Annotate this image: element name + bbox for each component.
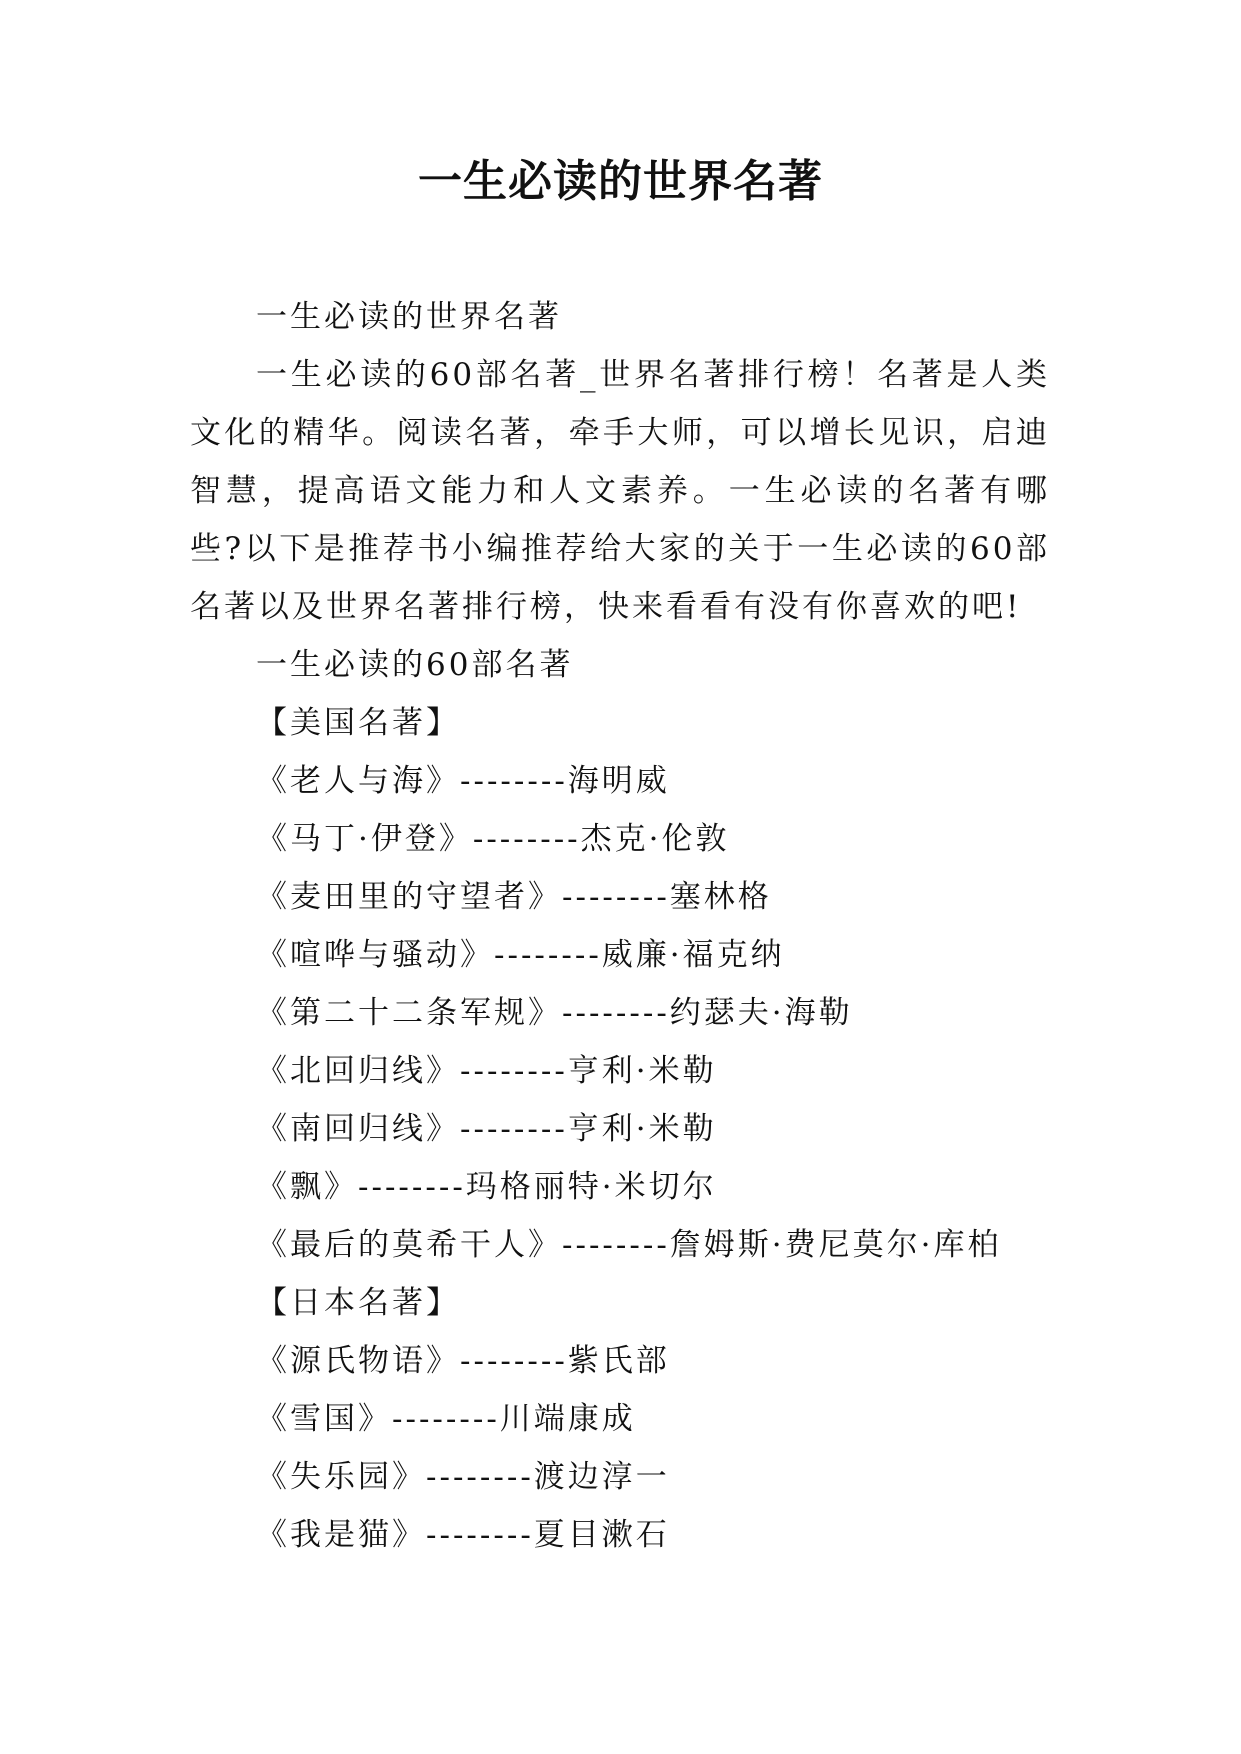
book-list-item: 《飘》--------玛格丽特·米切尔	[256, 1169, 717, 1205]
book-list-item: 《麦田里的守望者》--------塞林格	[256, 879, 772, 915]
book-list-item: 《马丁·伊登》--------杰克·伦敦	[256, 821, 730, 857]
book-list-item: 《老人与海》--------海明威	[256, 763, 670, 799]
book-list-item: 《第二十二条军规》--------约瑟夫·海勒	[256, 995, 853, 1031]
intro-paragraph: 一生必读的60部名著_世界名著排行榜！名著是人类文化的精华。阅读名著，牵手大师，可以增长见识，启迪智慧，提高语文能力和人文素养。一生必读的名著有哪些?以下是推荐书小编推荐给大家的关于一生必读的60部名著以及世界名著排行榜，快来看看有没有你喜欢的吧!	[190, 357, 1050, 625]
book-list-item: 《雪国》--------川端康成	[256, 1401, 636, 1437]
section-heading: 【美国名著】	[256, 705, 460, 741]
book-list-item: 《南回归线》--------亨利·米勒	[256, 1111, 717, 1147]
section-american	[190, 694, 1050, 1274]
book-list-item: 《失乐园》--------渡边淳一	[256, 1459, 670, 1495]
book-list-item: 《最后的莫希干人》--------詹姆斯·费尼莫尔·库柏	[256, 1227, 1002, 1263]
book-list-item: 《北回归线》--------亨利·米勒	[256, 1053, 717, 1089]
subtitle-line: 一生必读的世界名著	[256, 299, 562, 335]
document-title: 一生必读的世界名著	[418, 156, 823, 207]
section-japanese	[190, 1274, 1050, 1564]
section-heading: 【日本名著】	[256, 1285, 460, 1321]
book-list-item: 《源氏物语》--------紫氏部	[256, 1343, 670, 1379]
book-list-item: 《我是猫》--------夏目漱石	[256, 1517, 670, 1553]
book-list-item: 《喧哗与骚动》--------威廉·福克纳	[256, 937, 785, 973]
document-body	[190, 288, 1050, 1564]
list-heading: 一生必读的60部名著	[256, 647, 574, 683]
